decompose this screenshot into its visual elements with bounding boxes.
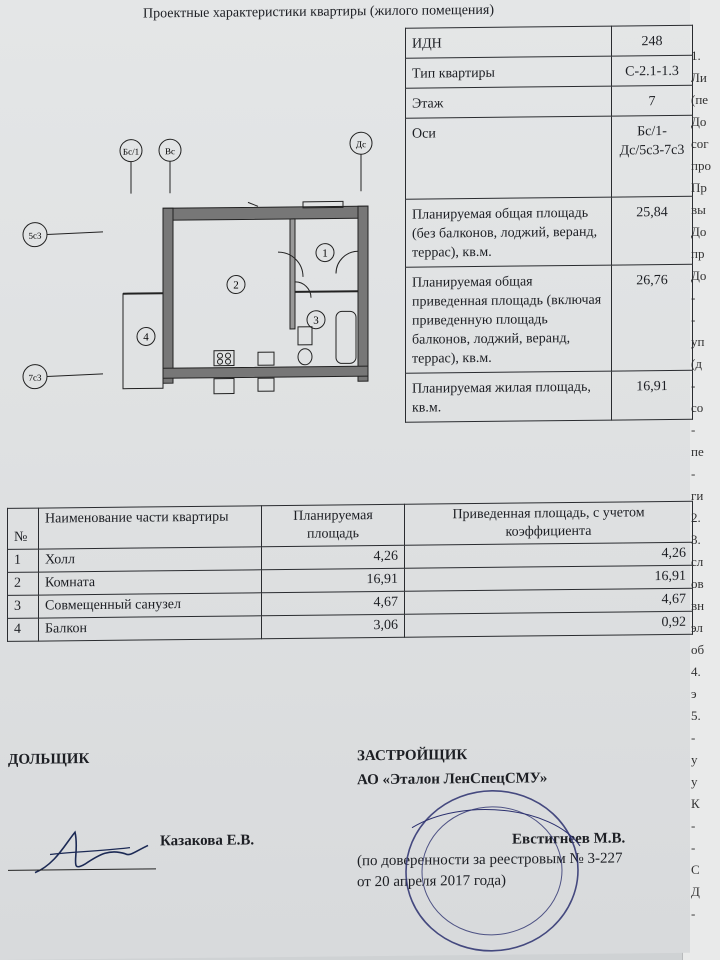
next-page-fragment: -	[691, 290, 696, 305]
room-area: 3,06	[262, 614, 405, 638]
info-label: Оси	[406, 116, 612, 199]
next-page-fragment: -	[691, 730, 696, 745]
room-name: Совмещенный санузел	[39, 593, 262, 618]
room-reduced-area: 16,91	[405, 565, 693, 591]
info-row	[406, 25, 693, 58]
svg-text:Вс: Вс	[165, 146, 175, 157]
next-page-fragment: ов	[691, 576, 704, 591]
header-name: Наименование части квартиры	[39, 506, 262, 549]
next-page-fragment: -	[691, 818, 696, 833]
poa-line-1: (по доверенности за реестровым № 3-227	[357, 850, 623, 870]
next-page-fragment: 2.	[691, 510, 701, 525]
next-page-fragment: Пр	[691, 180, 707, 195]
info-value: 7	[612, 85, 693, 116]
room-num: 1	[8, 549, 39, 572]
room-reduced-area: 4,26	[405, 542, 693, 568]
next-page-fragment: эл	[691, 620, 703, 635]
room-reduced-area: 0,92	[405, 611, 693, 637]
next-page-fragment: (пе	[691, 92, 709, 107]
room-area: 4,67	[262, 591, 405, 615]
room-marker-3	[307, 311, 325, 329]
next-page-fragment: -	[691, 906, 696, 921]
room-name: Балкон	[39, 616, 262, 641]
info-row	[406, 55, 693, 88]
info-row	[406, 115, 693, 199]
svg-text:3: 3	[313, 314, 319, 327]
axis-label: Бс/1	[122, 146, 140, 157]
room-marker-2	[227, 275, 245, 293]
axis-marker-ds	[350, 132, 372, 191]
svg-text:4: 4	[143, 331, 149, 344]
svg-text:5с3: 5с3	[28, 230, 42, 241]
next-page-fragment: вн	[691, 598, 705, 613]
room-name: Холл	[39, 547, 262, 572]
info-value: 16,91	[612, 370, 693, 420]
participant-name: Казакова Е.В.	[160, 832, 255, 850]
developer-signer: Евстигнеев М.В.	[512, 830, 626, 848]
room-area: 4,26	[262, 545, 405, 569]
next-page-fragment: у	[691, 752, 698, 767]
info-row	[406, 85, 693, 118]
axis-marker-5s3	[23, 222, 103, 247]
developer-label: ЗАСТРОЙЩИК	[357, 747, 468, 765]
next-page-fragment: -	[691, 422, 696, 437]
info-value: С-2.1-1.3	[612, 55, 693, 86]
header-area: Планируемая площадь	[262, 504, 405, 546]
rooms-header-row	[8, 501, 693, 549]
axis-marker-vs	[159, 139, 181, 193]
company-stamp	[402, 786, 582, 956]
next-page-fragment: -	[691, 312, 696, 327]
room-area: 16,91	[262, 568, 405, 592]
info-row	[406, 196, 693, 267]
next-page-fragment: 1.	[691, 48, 701, 63]
svg-text:Дс: Дс	[355, 139, 367, 150]
info-label: Планируемая жилая площадь, кв.м.	[406, 371, 612, 422]
next-page-fragment: про	[691, 158, 711, 173]
floor-plan	[18, 121, 408, 415]
next-page-fragment: (д	[691, 356, 702, 371]
next-page-fragment: пр	[691, 246, 705, 261]
next-page-fragment: ги	[691, 488, 704, 503]
next-page-fragment: у	[691, 774, 698, 789]
rooms-table	[7, 501, 693, 642]
room-num: 2	[8, 572, 39, 595]
developer-company: АО «Эталон ЛенСпецСМУ»	[357, 770, 548, 789]
header-reduced: Приведенная площадь, с учетом коэффициента	[405, 501, 693, 545]
info-label: Планируемая общая площадь (без балконов, лоджий, веранд, террас), кв.м.	[406, 197, 612, 267]
next-page-fragment: вы	[691, 202, 706, 217]
info-label: Планируемая общая приведенная площадь (включая приведенную площадь балконов, лоджий, веранд, террас), кв.м.	[406, 265, 612, 373]
svg-text:2: 2	[233, 279, 239, 292]
next-page-fragment: -	[691, 840, 696, 855]
info-value: 248	[612, 25, 693, 56]
room-num: 3	[8, 595, 39, 618]
next-page-fragment: -	[691, 466, 696, 481]
room-num: 4	[8, 618, 39, 641]
next-page-fragment: со	[691, 400, 704, 415]
document-title: Проектные характеристики квартиры (жилого помещения)	[143, 2, 495, 22]
info-label: Тип квартиры	[406, 56, 612, 88]
next-page-fragment: сог	[691, 136, 709, 151]
next-page-fragment: 3.	[691, 532, 701, 547]
handwritten-signature	[30, 823, 170, 884]
axis-marker-7s3	[23, 364, 103, 389]
next-page-fragment: об	[691, 642, 705, 657]
next-page-fragment: К	[691, 796, 700, 811]
next-page-fragment: э	[691, 686, 697, 701]
info-row	[406, 264, 693, 373]
next-page-fragment: С	[691, 862, 700, 877]
next-page-fragment: Ли	[691, 70, 707, 85]
room-reduced-area: 4,67	[405, 588, 693, 614]
next-page-fragment: пе	[691, 444, 704, 459]
svg-text:1: 1	[322, 247, 328, 260]
poa-line-2: от 20 апреля 2017 года)	[357, 872, 507, 891]
room-marker-1	[316, 244, 334, 262]
participant-label: ДОЛЬЩИК	[8, 751, 90, 768]
room-marker-4	[137, 327, 155, 345]
next-page-fragment: -	[691, 378, 696, 393]
info-value: Бс/1-Дс/5с3-7с3	[612, 115, 693, 197]
next-page-fragment: Д	[691, 884, 700, 899]
axis-marker-bs1	[120, 140, 142, 194]
svg-text:7с3: 7с3	[28, 372, 42, 383]
info-value: 25,84	[612, 196, 693, 265]
header-num: №	[8, 508, 39, 549]
next-page-fragment: 4.	[691, 664, 701, 679]
next-page-fragment: До	[691, 114, 707, 129]
info-label: ИДН	[406, 26, 612, 58]
room-name: Комната	[39, 570, 262, 595]
next-page-fragment: уп	[691, 334, 705, 349]
info-value: 26,76	[612, 264, 693, 371]
next-page-fragment: До	[691, 224, 707, 239]
next-page-fragment: 5.	[691, 708, 701, 723]
info-label: Этаж	[406, 86, 612, 118]
next-page-fragment: До	[691, 268, 707, 283]
apartment-info-table	[405, 25, 696, 423]
next-page-fragment: сл	[691, 554, 704, 569]
info-row	[406, 370, 693, 422]
